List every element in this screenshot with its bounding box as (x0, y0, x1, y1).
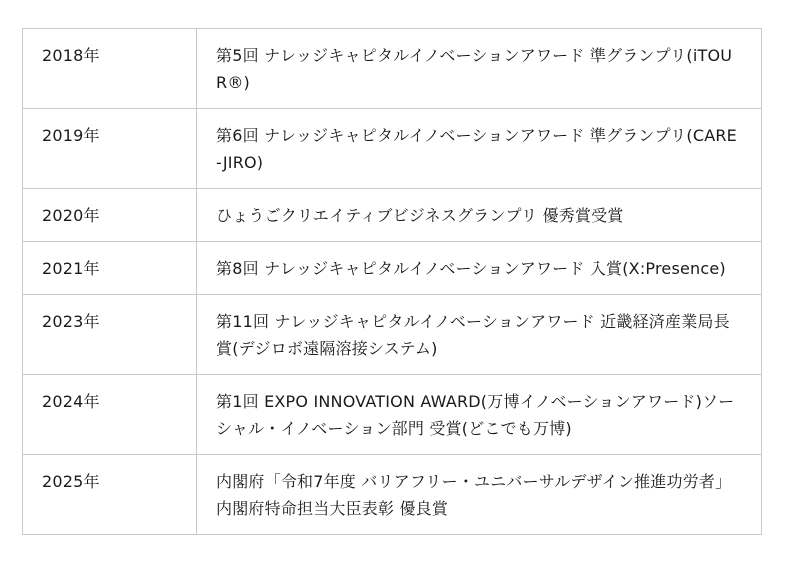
table-row (23, 455, 762, 535)
table-row (23, 242, 762, 295)
table-row (23, 189, 762, 242)
year-cell: 2018年 (23, 29, 197, 109)
year-cell: 2019年 (23, 109, 197, 189)
year-cell: 2024年 (23, 375, 197, 455)
award-cell: 第11回 ナレッジキャピタルイノベーションアワード 近畿経済産業局長賞(デジロボ遠隔溶接システム) (197, 295, 762, 375)
award-cell: 第1回 EXPO INNOVATION AWARD(万博イノベーションアワード)ソーシャル・イノベーション部門 受賞(どこでも万博) (197, 375, 762, 455)
award-cell: 第6回 ナレッジキャピタルイノベーションアワード 準グランプリ(CARE-JIRO) (197, 109, 762, 189)
award-history-table (22, 28, 762, 535)
award-cell: 第5回 ナレッジキャピタルイノベーションアワード 準グランプリ(iTOUR®) (197, 29, 762, 109)
year-cell: 2025年 (23, 455, 197, 535)
table-row (23, 29, 762, 109)
table-row (23, 109, 762, 189)
award-cell: 第8回 ナレッジキャピタルイノベーションアワード 入賞(X:Presence) (197, 242, 762, 295)
year-cell: 2020年 (23, 189, 197, 242)
table-row (23, 375, 762, 455)
award-cell: ひょうごクリエイティブビジネスグランプリ 優秀賞受賞 (197, 189, 762, 242)
year-cell: 2023年 (23, 295, 197, 375)
year-cell: 2021年 (23, 242, 197, 295)
award-cell: 内閣府「令和7年度 バリアフリー・ユニバーサルデザイン推進功労者」内閣府特命担当大臣表彰 優良賞 (197, 455, 762, 535)
table-row (23, 295, 762, 375)
